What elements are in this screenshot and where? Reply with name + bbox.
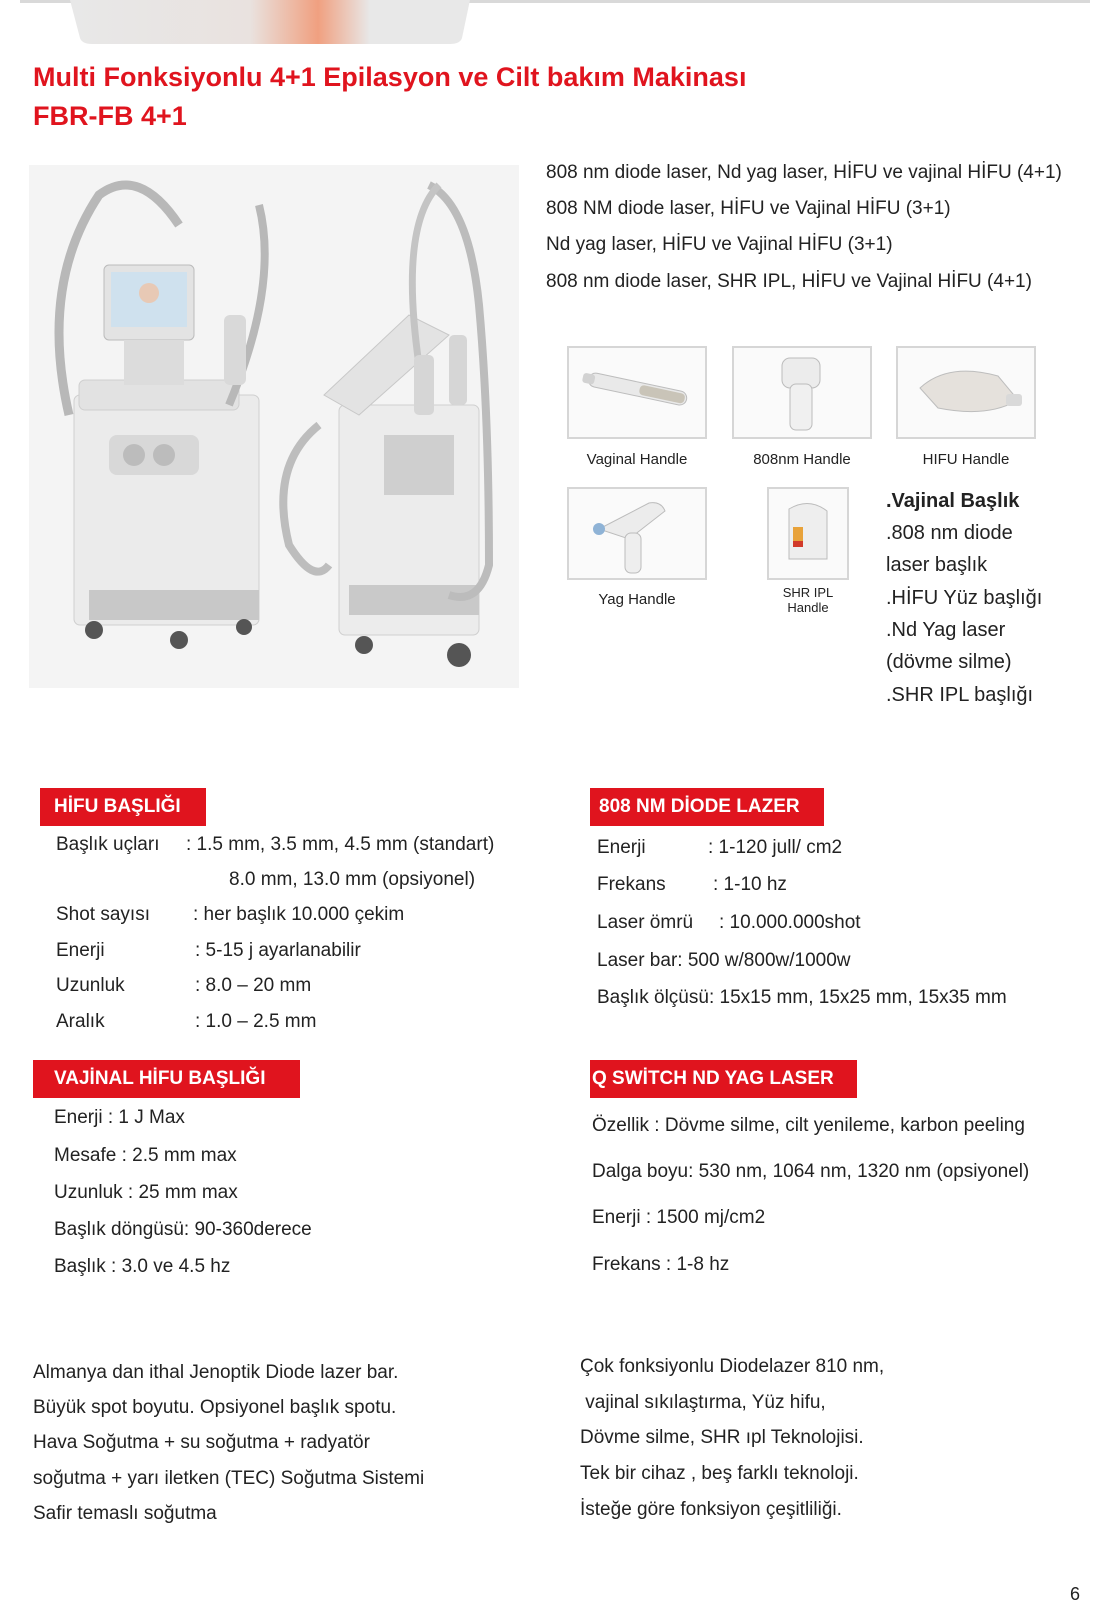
handle-list-item: .Nd Yag laser	[886, 619, 1006, 641]
spec-line: Özellik : Dövme silme, cilt yenileme, karbon peeling	[592, 1115, 1025, 1136]
yag-handle-image	[567, 487, 707, 580]
handle-list-item: (dövme silme)	[886, 651, 1012, 673]
shr-ipl-handle-image	[767, 487, 849, 580]
spec-label: Laser ömrü	[597, 912, 694, 933]
handle-list-item: .808 nm diode	[886, 522, 1013, 544]
handle-list-item: .Vajinal Başlık	[886, 490, 1020, 512]
spec-label: Uzunluk	[56, 975, 125, 996]
spec-value: 8.0 mm, 13.0 mm (opsiyonel)	[229, 869, 476, 890]
handle-caption: 808nm Handle	[753, 451, 851, 468]
handle-caption: SHR IPL Handle	[782, 585, 834, 615]
spec-line: Başlık ölçüsü: 15x15 mm, 15x25 mm, 15x35 mm	[597, 987, 1007, 1008]
808nm-handle-image	[732, 346, 872, 439]
spec-line: Başlık döngüsü: 90-360derece	[54, 1219, 312, 1240]
diode-heading: 808 NM DİODE LAZER	[590, 788, 824, 826]
variant-item: Nd yag laser, HİFU ve Vajinal HİFU (3+1)	[546, 234, 893, 255]
hifu-heading: HİFU BAŞLIĞI	[40, 788, 206, 826]
handle-caption: Yag Handle	[598, 591, 676, 608]
handle-list-item: laser başlık	[886, 554, 988, 576]
spec-value: : 1.5 mm, 3.5 mm, 4.5 mm (standart)	[186, 834, 495, 855]
variant-item: 808 nm diode laser, SHR IPL, HİFU ve Vajinal HİFU (4+1)	[546, 271, 1032, 292]
spec-line: Uzunluk : 25 mm max	[54, 1182, 238, 1203]
spec-value: : 10.000.000shot	[719, 912, 861, 933]
feature-line: Safir temaslı soğutma	[33, 1503, 217, 1524]
vaginal-heading: VAJİNAL HİFU BAŞLIĞI	[33, 1060, 300, 1098]
spec-label: Aralık	[56, 1011, 105, 1032]
spec-label: Enerji	[56, 940, 105, 961]
header-tab-decoration	[70, 0, 470, 48]
spec-value: : her başlık 10.000 çekim	[193, 904, 405, 925]
page-title: Multi Fonksiyonlu 4+1 Epilasyon ve Cilt bakım Makinası	[33, 62, 747, 92]
ndyag-heading: Q SWİTCH ND YAG LASER	[590, 1060, 857, 1098]
spec-line: Laser bar: 500 w/800w/1000w	[597, 950, 851, 971]
model-code: FBR-FB 4+1	[33, 101, 187, 131]
feature-line: vajinal sıkılaştırma, Yüz hifu,	[580, 1392, 826, 1413]
spec-label: Başlık uçları	[56, 834, 160, 855]
feature-line: Büyük spot boyutu. Opsiyonel başlık spotu.	[33, 1397, 397, 1418]
handle-caption: HIFU Handle	[922, 451, 1010, 468]
product-image	[29, 165, 519, 688]
spec-line: Frekans : 1-8 hz	[592, 1254, 730, 1275]
handle-list-item: .SHR IPL başlığı	[886, 684, 1034, 706]
feature-line: Çok fonksiyonlu Diodelazer 810 nm,	[580, 1356, 885, 1377]
vaginal-handle-image	[567, 346, 707, 439]
feature-line: Dövme silme, SHR ıpl Teknolojisi.	[580, 1427, 864, 1448]
handle-caption: Vaginal Handle	[586, 451, 688, 468]
spec-value: : 1.0 – 2.5 mm	[195, 1011, 317, 1032]
spec-label: Frekans	[597, 874, 666, 895]
spec-value: : 1-10 hz	[713, 874, 787, 895]
variant-item: 808 nm diode laser, Nd yag laser, HİFU ve vajinal HİFU (4+1)	[546, 162, 1062, 183]
spec-label: Shot sayısı	[56, 904, 150, 925]
spec-value: : 1-120 jull/ cm2	[708, 837, 843, 858]
spec-line: Mesafe : 2.5 mm max	[54, 1145, 237, 1166]
spec-value: : 8.0 – 20 mm	[195, 975, 312, 996]
spec-line: Dalga boyu: 530 nm, 1064 nm, 1320 nm (opsiyonel)	[592, 1161, 1030, 1182]
page-number: 6	[1070, 1584, 1081, 1604]
machine-front-view	[59, 185, 265, 649]
feature-line: İsteğe göre fonksiyon çeşitliliği.	[580, 1499, 842, 1520]
spec-value: : 5-15 j ayarlanabilir	[195, 940, 361, 961]
spec-label: Enerji	[597, 837, 646, 858]
machine-side-view	[283, 185, 489, 667]
spec-line: Enerji : 1 J Max	[54, 1107, 185, 1128]
variant-item: 808 NM diode laser, HİFU ve Vajinal HİFU (3+1)	[546, 198, 951, 219]
spec-line: Enerji : 1500 mj/cm2	[592, 1207, 766, 1228]
spec-line: Başlık : 3.0 ve 4.5 hz	[54, 1256, 231, 1277]
feature-line: Tek bir cihaz , beş farklı teknoloji.	[580, 1463, 859, 1484]
feature-line: Almanya dan ithal Jenoptik Diode lazer bar.	[33, 1362, 399, 1383]
handle-list-item: .HİFU Yüz başlığı	[886, 587, 1043, 609]
hifu-handle-image	[896, 346, 1036, 439]
feature-line: Hava Soğutma + su soğutma + radyatör	[33, 1432, 370, 1453]
feature-line: soğutma + yarı iletken (TEC) Soğutma Sistemi	[33, 1468, 425, 1489]
